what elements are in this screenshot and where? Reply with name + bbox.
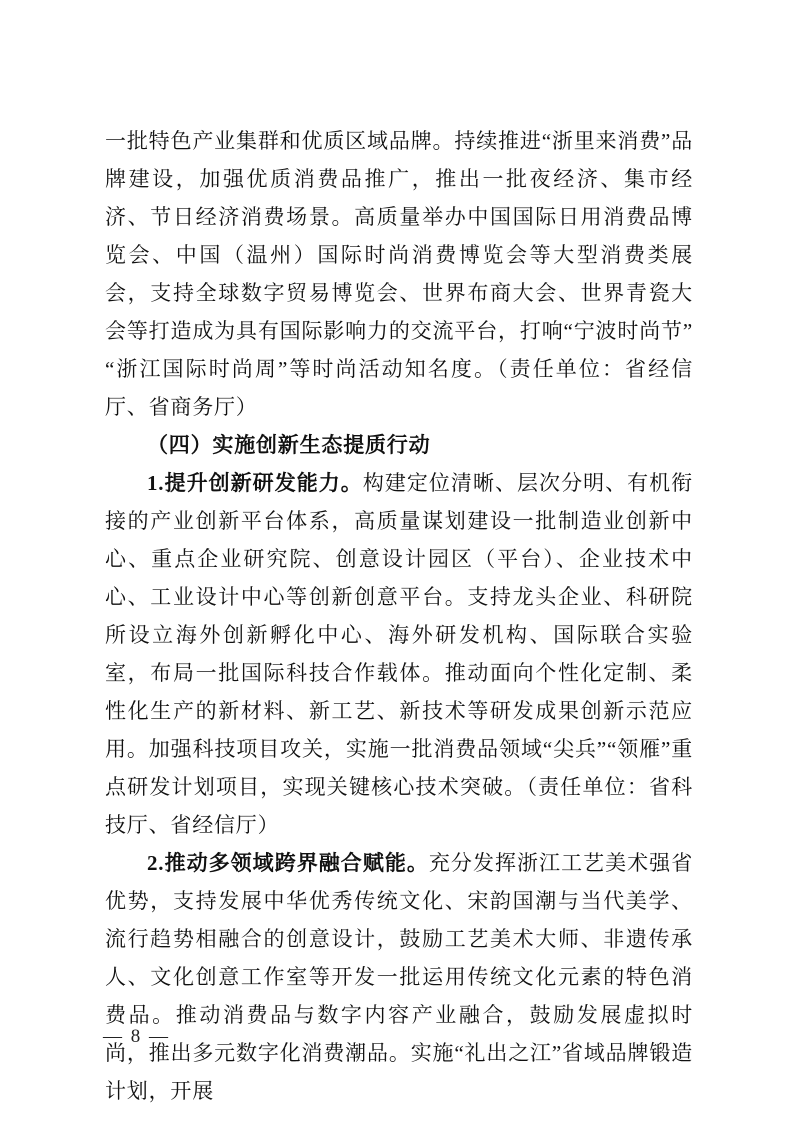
responsibility-unit: （责任单位：省科技厅、省经信厅） (105, 775, 693, 837)
page-number: — 8 — (103, 1026, 170, 1047)
document-body (105, 122, 693, 1110)
section-heading: （四）实施创新生态提质行动 (147, 433, 431, 457)
paragraph-continuation-text: 一批特色产业集群和优质区域品牌。持续推进“浙里来消费”品牌建设，加强优质消费品推广，推出一批夜经济、集市经济、节日经济消费场景。高质量举办中国国际日用消费品博览会、中国（温州）国际时尚消费博览会等大型消费类展会，支持全球数字贸易博览会、世界布商大会、世界青瓷大会等打造成为具有国际影响力的交流平台，打响“宁波时尚节”“浙江国际时尚周”等时尚活动知名度。 (105, 129, 693, 381)
paragraph-continuation (105, 122, 693, 426)
paragraph-item-2 (105, 844, 693, 1110)
item-1-lead: 1.提升创新研发能力。 (147, 471, 363, 495)
responsibility-unit: （责任单位：省经信厅、省商务厅） (105, 357, 693, 419)
item-1-text: 构建定位清晰、层次分明、有机衔接的产业创新平台体系，高质量谋划建设一批制造业创新中心、重点企业研究院、创意设计园区（平台）、企业技术中心、工业设计中心等创新创意平台。支持龙头企业、科研院所设立海外创新孵化中心、海外研发机构、国际联合实验室，布局一批国际科技合作载体。推动面向个性化定制、柔性化生产的新材料、新工艺、新技术等研发成果创新示范应用。加强科技项目攻关，实施一批消费品领域“尖兵”“领雁”重点研发计划项目，实现关键核心技术突破。 (105, 471, 693, 799)
paragraph-item-1 (105, 464, 693, 844)
item-2-lead: 2.推动多领域跨界融合赋能。 (147, 851, 429, 875)
item-2-text: 充分发挥浙江工艺美术强省优势，支持发展中华优秀传统文化、宋韵国潮与当代美学、流行趋势相融合的创意设计，鼓励工艺美术大师、非遗传承人、文化创意工作室等开发一批运用传统文化元素的特色消费品。推动消费品与数字内容产业融合，鼓励发展虚拟时尚，推出多元数字化消费潮品。实施“礼出之江”省域品牌锻造计划，开展 (105, 851, 693, 1103)
